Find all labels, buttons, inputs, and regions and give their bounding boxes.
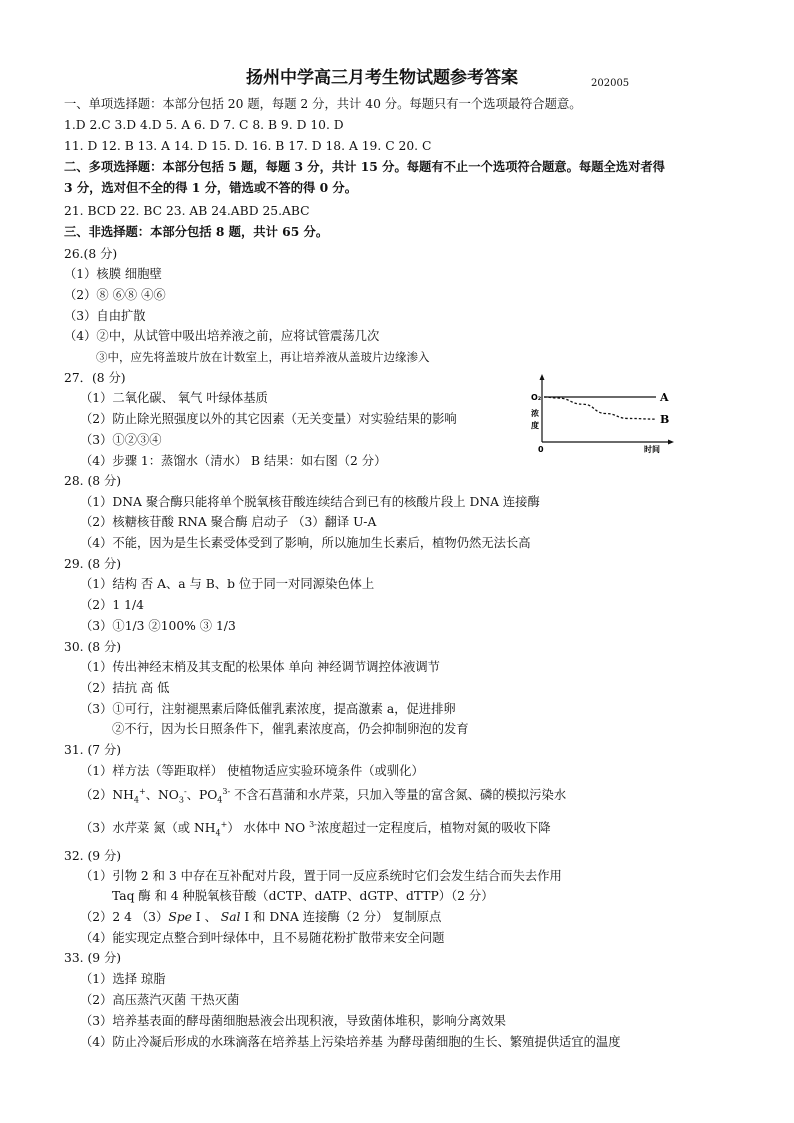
q31-answer-1: （1）样方法（等距取样） 使植物适应实验环境条件（或驯化） (80, 764, 424, 778)
q30-answer-2: （2）拮抗 高 低 (80, 681, 170, 695)
y-axis-arrow (540, 374, 545, 380)
q30-answer-1: （1）传出神经末梢及其支配的松果体 单向 神经调节调控体液调节 (80, 660, 440, 674)
q26-title: 26.(8 分) (64, 247, 118, 261)
y-axis-label: 浓度 (531, 409, 539, 430)
section1-answers-row2: 11. D 12. B 13. A 14. D 15. D. 16. B 17. D 18. A 19. C 20. C (64, 139, 432, 153)
q33-answer-2: （2）高压蒸汽灭菌 干热灭菌 (80, 993, 240, 1007)
q33-answer-1: （1）选择 琼脂 (80, 972, 166, 986)
q26-answer-4-cont: ③中，应先将盖玻片放在计数室上，再让培养液从盖玻片边缘渗入 (96, 350, 430, 364)
q33-answer-4: （4）防止冷凝后形成的水珠滴落在培养基上污染培养基 为酵母菌细胞的生长、繁殖提供适宜的温度 (80, 1035, 621, 1049)
date-label: 202005 (591, 78, 630, 89)
q29-answer-2: （2）1 1/4 (80, 598, 144, 612)
series-a-label: A (660, 391, 669, 404)
q29-answer-3: （3）①1/3 ②100% ③ 1/3 (80, 619, 236, 633)
q26-answer-3: （3）自由扩散 (64, 309, 146, 323)
page-title: 扬州中学高三月考生物试题参考答案 (246, 68, 518, 88)
section1-answers-row1: 1.D 2.C 3.D 4.D 5. A 6. D 7. C 8. B 9. D 10. D (64, 118, 344, 132)
q27-answer-4: （4）步骤 1：蒸馏水（清水） B 结果：如右图（2 分） (80, 454, 387, 468)
q32-answer-1: （1）引物 2 和 3 中存在互补配对片段，置于同一反应系统时它们会发生结合而失去作用 (80, 869, 562, 883)
q28-title: 28. (8 分) (64, 474, 122, 488)
series-b-label: B (660, 413, 670, 427)
q30-title: 30. (8 分) (64, 640, 122, 654)
q31-title: 31. (7 分) (64, 743, 122, 757)
q28-answer-2: （2）核糖核苷酸 RNA 聚合酶 启动子 （3）翻译 U-A (80, 515, 377, 529)
q32-answer-4: （4）能实现定点整合到叶绿体中，且不易随花粉扩散带来安全问题 (80, 931, 445, 945)
q27-answer-3: （3）①②③④ (80, 433, 162, 447)
q27-answer-2: （2）防止除光照强度以外的其它因素（无关变量）对实验结果的影响 (80, 412, 457, 426)
q32-answer-2: （2）2 4 （3）Spe I 、 Sal I 和 DNA 连接酶（2 分） 复制原点 (80, 910, 442, 924)
section2-answers: 21. BCD 22. BC 23. AB 24.ABD 25.ABC (64, 204, 310, 218)
origin-label: 0 (538, 445, 544, 454)
section3-heading: 三、非选择题：本部分包括 8 题，共计 65 分。 (64, 224, 329, 239)
q26-answer-4: （4）②中，从试管中吸出培养液之前，应将试管震荡几次 (64, 329, 380, 343)
q31-answer-2: $(2)NH_4^+$、$NO_3^-$、$PO_4^{3-}$ 不含石菖蒲和水芹菜，只加入等量的富含氮、磷的模拟污染水 (80, 787, 567, 805)
series-b-line (544, 397, 656, 419)
section1-heading: 一、单项选择题：本部分包括 20 题，每题 2 分，共计 40 分。每题只有一个选项最符合题意。 (64, 97, 582, 111)
q31-answer-3: （3）水芹菜 氮（或 $NH_4^+$） 水体中 NO $^{3-}$浓度超过一定程度后，植物对氮的吸收下降 (80, 820, 551, 838)
q33-answer-3: （3）培养基表面的酵母菌细胞悬液会出现积液，导致菌体堆积，影响分离效果 (80, 1014, 506, 1028)
oxygen-concentration-chart (528, 372, 678, 454)
q27-answer-1: （1）二氧化碳、 氧气 叶绿体基质 (80, 391, 268, 405)
q29-answer-1: （1）结构 否 A、a 与 B、b 位于同一对同源染色体上 (80, 577, 375, 591)
q29-title: 29. (8 分) (64, 557, 122, 571)
x-axis-label: 时间 (644, 445, 660, 454)
q26-answer-1: （1）核膜 细胞壁 (64, 267, 162, 281)
q28-answer-4: （4）不能，因为是生长素受体受到了影响，所以施加生长素后，植物仍然无法长高 (80, 536, 531, 550)
x-axis-arrow (668, 440, 674, 445)
section2-heading-cont: 3 分，选对但不全的得 1 分，错选或不答的得 0 分。 (64, 180, 358, 195)
section2-heading: 二、多项选择题：本部分包括 5 题，每题 3 分，共计 15 分。每题有不止一个选项符合题意。每题全选对者得 (64, 159, 665, 174)
q28-answer-1: （1）DNA 聚合酶只能将单个脱氧核苷酸连续结合到已有的核酸片段上 DNA 连接酶 (80, 495, 540, 509)
q26-answer-2: （2）⑧ ⑥⑧ ④⑥ (64, 288, 166, 302)
q27-title: 27．(8 分) (64, 371, 126, 385)
q32-title: 32. (9 分) (64, 849, 122, 863)
q33-title: 33. (9 分) (64, 951, 122, 965)
q30-answer-3-cont: ②不行，因为长日照条件下，催乳素浓度高，仍会抑制卵泡的发育 (112, 722, 469, 736)
q32-answer-1-cont: Taq 酶 和 4 种脱氧核苷酸（dCTP、dATP、dGTP、dTTP）（2 分） (112, 889, 494, 903)
q30-answer-3: （3）①可行，注射褪黑素后降低催乳素浓度，提高激素 a，促进排卵 (80, 702, 456, 716)
y-axis-label-o2: O₂ (531, 393, 542, 402)
